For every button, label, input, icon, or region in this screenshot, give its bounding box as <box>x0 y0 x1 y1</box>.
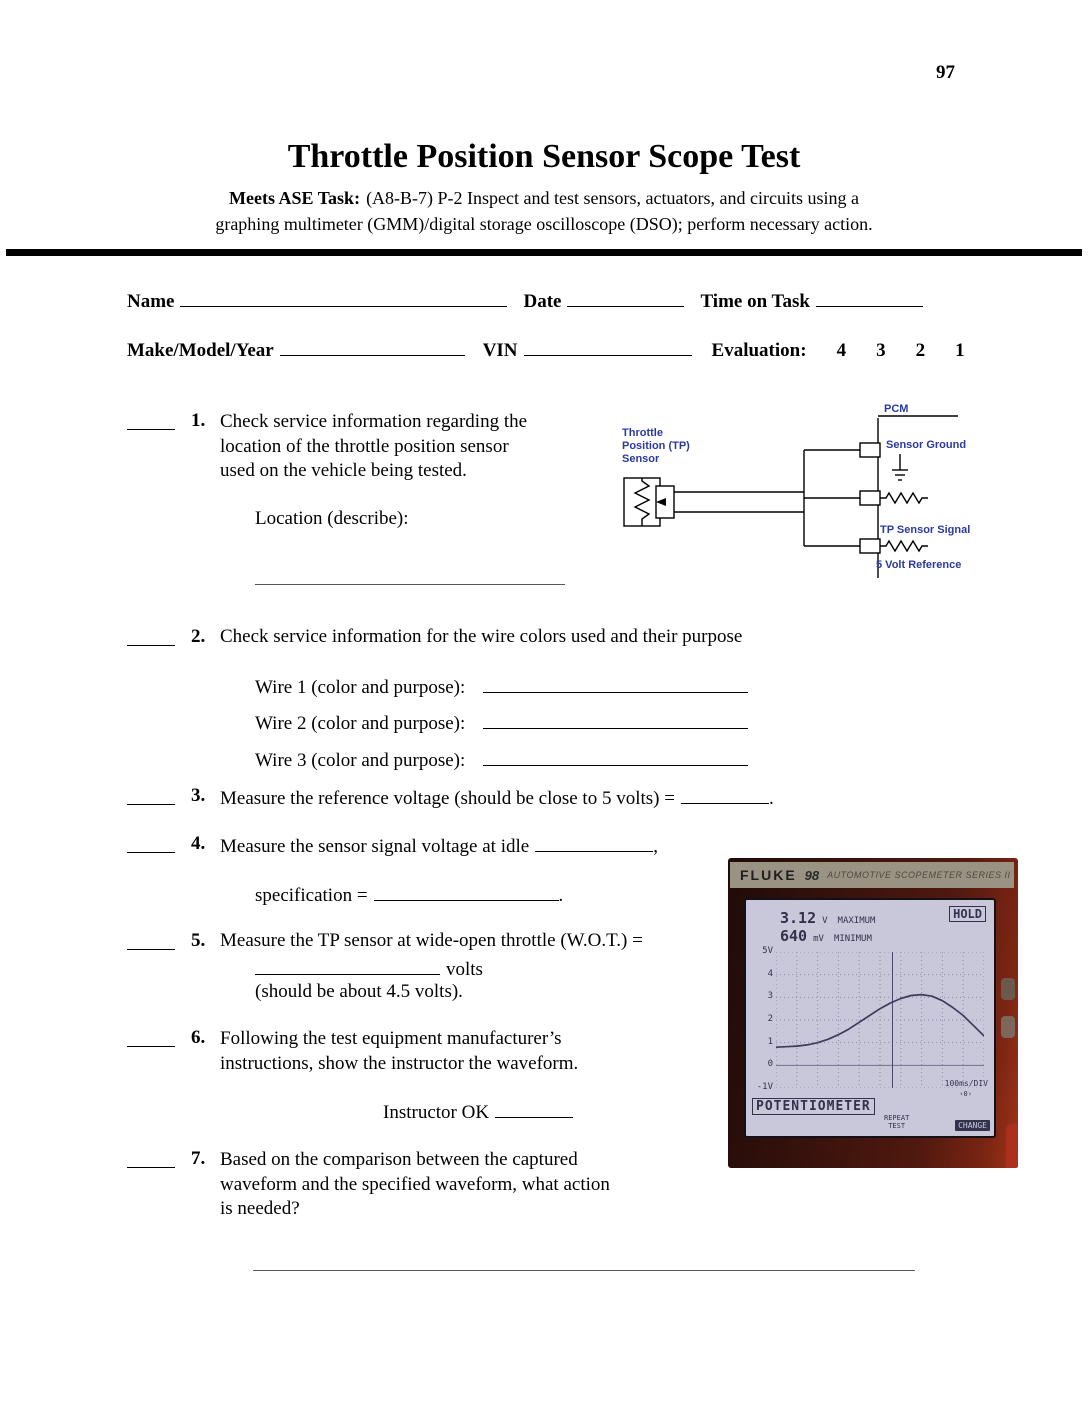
evaluation-grade-1: 1 <box>955 340 965 361</box>
item4-line2 <box>255 882 563 907</box>
min-value: 640 <box>780 927 808 945</box>
wire1-row <box>255 674 748 699</box>
item3-grade-blank <box>127 804 175 805</box>
pcm-label: PCM <box>884 403 909 415</box>
min-unit: mV <box>813 934 824 944</box>
wire2-blank <box>483 710 748 729</box>
item2-line1: Check service information for the wire colors used and their purpose <box>220 626 743 647</box>
hold-indicator: HOLD <box>949 906 986 922</box>
wire2-row <box>255 710 748 735</box>
item3-period: . <box>768 788 774 809</box>
item1-grade-blank <box>127 429 175 430</box>
repeat-label: REPEAT <box>884 1114 910 1122</box>
y-label-4: 4 <box>767 969 773 979</box>
test-label: TEST <box>888 1122 906 1130</box>
sensor-ground-label: Sensor Ground <box>886 439 967 451</box>
fluke-brand-label: FLUKE <box>740 867 797 883</box>
max-label: MAXIMUM <box>837 916 876 926</box>
wire1-label: Wire 1 (color and purpose): <box>255 677 466 698</box>
item4-text: Measure the sensor signal voltage at idle <box>220 836 530 857</box>
resistor-icons <box>880 493 928 551</box>
form-row-name <box>127 288 923 313</box>
svg-text:Sensor: Sensor <box>622 453 660 465</box>
ase-task-text1: (A8-B-7) P-2 Inspect and test sensors, actuators, and circuits using a <box>366 188 859 208</box>
change-softkey: CHANGE <box>955 1120 990 1131</box>
scope-side-button <box>1001 978 1015 1000</box>
y-label-2: 2 <box>767 1014 773 1024</box>
item5-line2 <box>255 956 483 981</box>
evaluation-grade-4: 4 <box>836 340 847 361</box>
item5-line3: (should be about 4.5 volts). <box>255 981 463 1002</box>
instructor-ok-blank <box>495 1099 573 1118</box>
item3-line1 <box>220 785 774 810</box>
ase-task-line1 <box>0 188 1088 209</box>
make-model-year-label: Make/Model/Year <box>127 340 274 361</box>
scope-series-label: AUTOMOTIVE SCOPEMETER SERIES II <box>827 870 1011 880</box>
item1-line2: location of the throttle position sensor <box>220 435 509 457</box>
scope-brand-bar <box>730 862 1014 888</box>
item7-text <box>220 1148 680 1222</box>
ase-task-label: Meets ASE Task: <box>229 188 361 208</box>
repeat-test-softkey <box>884 1114 909 1130</box>
max-unit: V <box>822 916 828 926</box>
item1-text <box>220 410 600 484</box>
item6-text <box>220 1027 640 1076</box>
vin-label: VIN <box>482 340 518 361</box>
item6-grade-blank <box>127 1046 175 1047</box>
name-blank <box>180 288 507 307</box>
y-label-5v: 5V <box>762 946 773 956</box>
ground-symbol-icon <box>892 454 908 480</box>
item3-blank <box>681 785 769 804</box>
wire3-row <box>255 747 748 772</box>
item4-period: . <box>558 885 564 906</box>
ase-task-line2: graphing multimeter (GMM)/digital storage oscilloscope (DSO); perform necessary action. <box>215 214 873 234</box>
item7-line3: is needed? <box>220 1198 300 1220</box>
time-on-task-blank <box>816 288 923 307</box>
page-title: Throttle Position Sensor Scope Test <box>287 138 801 175</box>
item7-number: 7. <box>191 1148 206 1169</box>
item3-text: Measure the reference voltage (should be close to 5 volts) = <box>220 788 675 809</box>
tp-sensor-label <box>622 427 690 465</box>
volts-label: volts <box>446 959 483 980</box>
wires <box>674 450 860 546</box>
y-label-0: 0 <box>767 1059 773 1069</box>
evaluation-grade-2: 2 <box>915 340 926 361</box>
item5-grade-blank <box>127 949 175 950</box>
time-per-div-label: 100ms/DIV <box>944 1079 988 1088</box>
wire3-label: Wire 3 (color and purpose): <box>255 750 466 771</box>
y-label-1: 1 <box>767 1037 773 1047</box>
evaluation-label: Evaluation: <box>711 340 807 361</box>
scope-screen <box>744 898 996 1138</box>
trigger-marker: ‹0› <box>959 1090 972 1098</box>
wot-blank <box>255 956 440 975</box>
scope-model-label: 98 <box>804 867 820 883</box>
item4-number: 4. <box>191 833 206 854</box>
tp-signal-label: TP Sensor Signal <box>880 524 971 536</box>
time-on-task-label: Time on Task <box>700 291 810 312</box>
header-divider <box>6 249 1082 256</box>
min-label: MINIMUM <box>833 934 872 944</box>
item1-number: 1. <box>191 410 206 431</box>
item1-line1: Check service information regarding the <box>220 411 528 432</box>
min-readout <box>780 924 872 946</box>
wire1-blank <box>483 674 748 693</box>
scope-red-edge <box>1006 1124 1018 1168</box>
tp-sensor-circuit-diagram <box>608 396 988 591</box>
mode-label: POTENTIOMETER <box>752 1098 875 1115</box>
instructor-ok-row <box>383 1099 573 1124</box>
item4-line1 <box>220 833 658 858</box>
scopemeter-photo <box>728 858 1018 1168</box>
item1-line3: used on the vehicle being tested. <box>220 460 467 482</box>
item5-line1: Measure the TP sensor at wide-open throttle (W.O.T.) = <box>220 930 643 951</box>
scope-side-button2 <box>1001 1016 1015 1038</box>
wire3-blank <box>483 747 748 766</box>
item6-number: 6. <box>191 1027 206 1048</box>
page-number: 97 <box>936 62 955 83</box>
specification-blank <box>374 882 559 901</box>
item5-number: 5. <box>191 930 206 951</box>
item7-grade-blank <box>127 1167 175 1168</box>
svg-text:Position (TP): Position (TP) <box>622 440 690 452</box>
name-label: Name <box>127 291 175 312</box>
item6-line2: instructions, show the instructor the waveform. <box>220 1052 579 1074</box>
date-blank <box>567 288 684 307</box>
evaluation-grade-3: 3 <box>876 340 886 361</box>
waveform-plot <box>776 952 984 1088</box>
location-label: Location (describe): <box>255 508 409 529</box>
item7-line2: waveform and the specified waveform, what action <box>220 1173 610 1195</box>
y-label-3: 3 <box>767 991 773 1001</box>
date-label: Date <box>523 291 562 312</box>
y-label-neg1v: -1V <box>756 1082 773 1092</box>
wire2-label: Wire 2 (color and purpose): <box>255 713 466 734</box>
item7-answer-blank <box>253 1270 915 1271</box>
item4-comma: , <box>653 836 658 857</box>
item4-idle-blank <box>535 833 653 852</box>
instructor-ok-label: Instructor OK <box>383 1102 490 1123</box>
item6-line1: Following the test equipment manufacturer’s <box>220 1028 562 1049</box>
item4-grade-blank <box>127 852 175 853</box>
make-model-year-blank <box>280 337 465 356</box>
svg-text:Throttle: Throttle <box>622 427 663 439</box>
five-volt-ref-label: 5 Volt Reference <box>876 559 962 571</box>
item3-number: 3. <box>191 785 206 806</box>
scope-grid <box>756 946 984 1092</box>
item7-line1: Based on the comparison between the captured <box>220 1149 578 1170</box>
item2-number: 2. <box>191 626 206 647</box>
max-value: 3.12 <box>780 909 817 927</box>
tp-sensor-symbol <box>624 478 674 526</box>
specification-label: specification = <box>255 885 368 906</box>
vin-blank <box>524 337 692 356</box>
form-row-vehicle <box>127 337 965 362</box>
location-answer-blank <box>255 584 565 585</box>
item2-grade-blank <box>127 645 175 646</box>
